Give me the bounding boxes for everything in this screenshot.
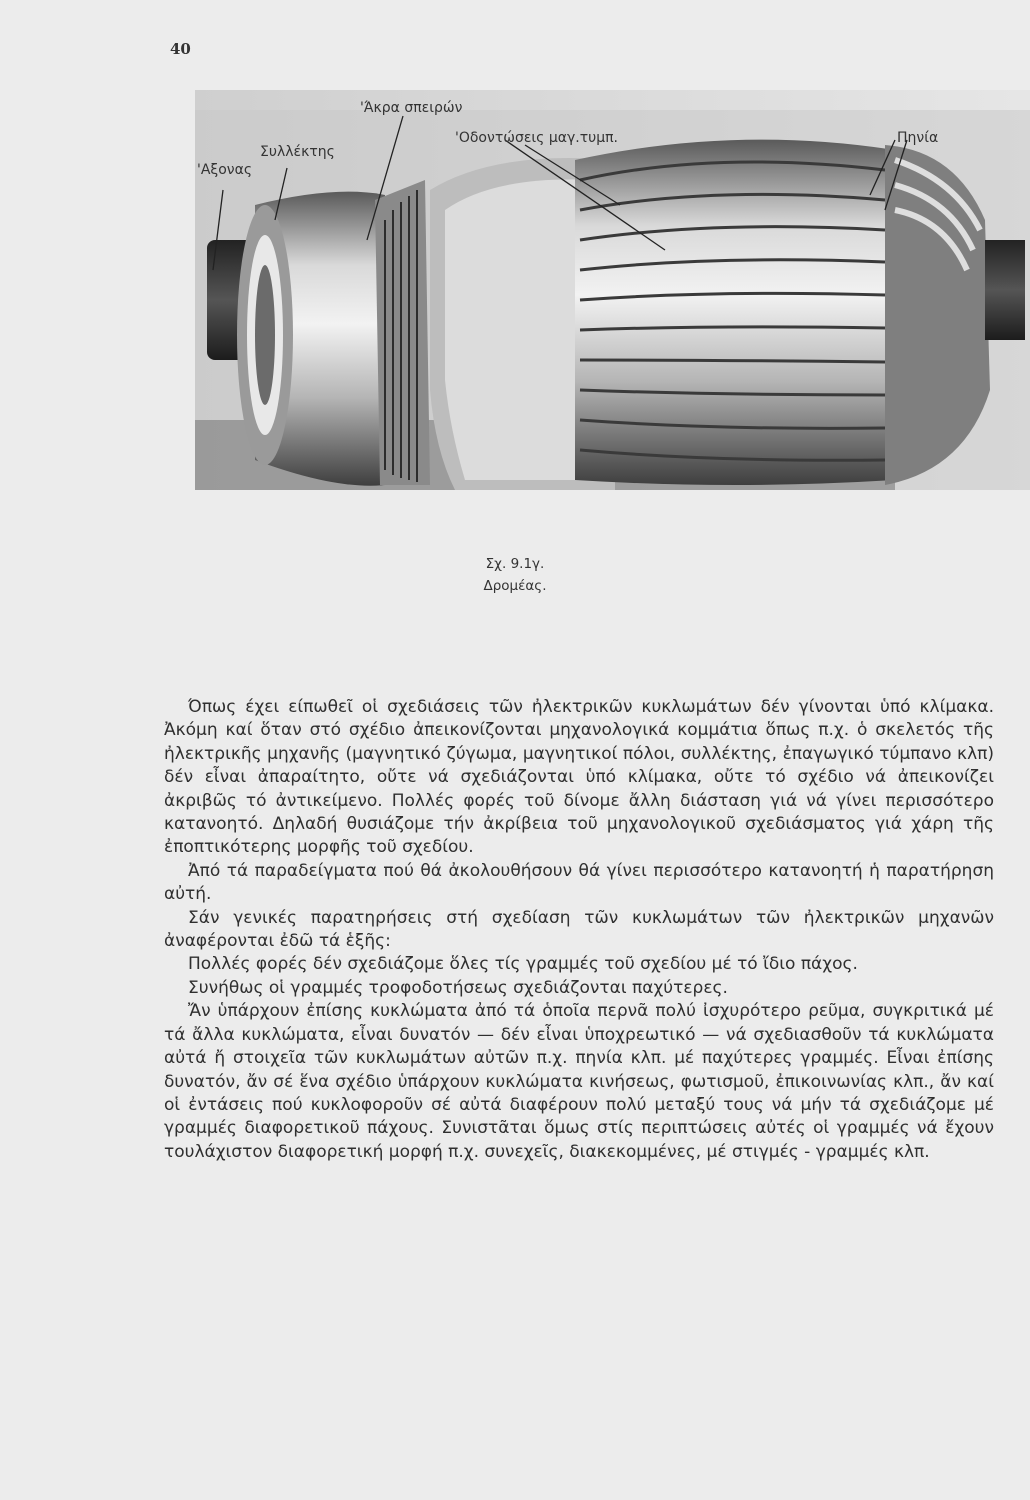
- paragraph: Όπως έχει είπωθεῖ οἱ σχεδιάσεις τῶν ἠλεκτρικῶν κυκλωμάτων δέν γίνονται ὑπό κλίμακα. Ἀκόμη καί ὅταν στό σχέδιο ἀπεικονίζονται μηχανολογικά κομμάτια ὅπως π.χ. ὁ σκελετός τῆς ἠλεκτρικῆς μηχανῆς (μαγνητικό ζύγωμα, μαγνητικοί πόλοι, συλλέκτης, ἐπαγωγικό τύμπανο κλπ) δέν εἶναι ἀπαραίτητο, οὔτε νά σχεδιάζονται ὑπό κλίμακα, οὔτε τό σχέδιο νά ἀπεικονίζει ἀκριβῶς τό ἀντικείμενο. Πολλές φορές τοῦ δίνομε ἄλλη διάσταση γιά νά γίνει περισσότερο κατανοητό. Δηλαδή θυσιάζομε τήν ἀκρίβεια τοῦ μηχανολογικοῦ σχεδιάσματος γιά χάρη τῆς ἐποπτικότερης μορφῆς τοῦ σχεδίου.: [164, 697, 994, 858]
- paragraph: Ἄν ὑπάρχουν ἐπίσης κυκλώματα ἀπό τά ὁποῖα περνᾶ πολύ ἰσχυρότερο ρεῦμα, συγκριτικά μέ τά ἄλλα κυκλώματα, εἶναι δυνατόν — δέν εἶναι ὑποχρεωτικό — νά σχεδιασθοῦν τά κυκλώματα αὐτά ἤ στοιχεῖα τῶν κυκλωμάτων αὐτῶν π.χ. πηνία κλπ. μέ παχύτερες γραμμές. Εἶναι ἐπίσης δυνατόν, ἄν σέ ἕνα σχέδιο ὑπάρχουν κυκλώματα κινήσεως, φωτισμοῦ, ἐπικοινωνίας κλπ., ἄν καί οἱ ἐντάσεις πού κυκλοφοροῦν σέ αὐτά διαφέρουν πολύ μεταξύ τους νά μήν τά σχεδιάζομε μέ γραμμές διαφορετικοῦ πάχους. Συνιστᾶται ὅμως στίς περιπτώσεις αὐτές οἱ γραμμές νά ἔχουν τουλάχιστον διαφορετική μορφή π.χ. συνεχεῖς, διακεκομμένες, μέ στιγμές - γραμμές κλπ.: [164, 1001, 994, 1162]
- paragraph: Συνήθως οἱ γραμμές τροφοδοτήσεως σχεδιάζονται παχύτερες.: [188, 977, 728, 998]
- commutator: [237, 192, 385, 486]
- page-number: 40: [170, 40, 191, 58]
- label-commutator: Συλλέκτης: [260, 144, 335, 160]
- label-axon: 'Αξονας: [197, 162, 253, 178]
- paragraph: Σάν γενικές παρατηρήσεις στή σχεδίαση τῶν κυκλωμάτων τῶν ἠλεκτρικῶν μηχανῶν ἀναφέρονται ἐδῶ τά ἑξῆς:: [164, 907, 994, 952]
- label-core-teeth: 'Οδοντώσεις μαγ.τυμπ.: [455, 130, 619, 146]
- figure-number: Σχ. 9.1γ.: [485, 556, 545, 572]
- body-text: [164, 696, 994, 1164]
- label-coils: Πηνία: [897, 130, 939, 146]
- paragraph: Πολλές φορές δέν σχεδιάζομε ὅλες τίς γραμμές τοῦ σχεδίου μέ τό ἴδιο πάχος.: [188, 954, 858, 975]
- coil-ends: [375, 180, 430, 485]
- label-coil-ends: 'Άκρα σπειρών: [360, 100, 463, 116]
- rotor-figure: [195, 90, 1030, 490]
- armature-core: [575, 140, 895, 485]
- paragraph: Ἀπό τά παραδείγματα πού θά ἀκολουθήσουν θά γίνει περισσότερο κατανοητή ἡ παρατήρηση αὐτή.: [164, 860, 994, 905]
- figure-title: Δρομέας.: [483, 578, 547, 594]
